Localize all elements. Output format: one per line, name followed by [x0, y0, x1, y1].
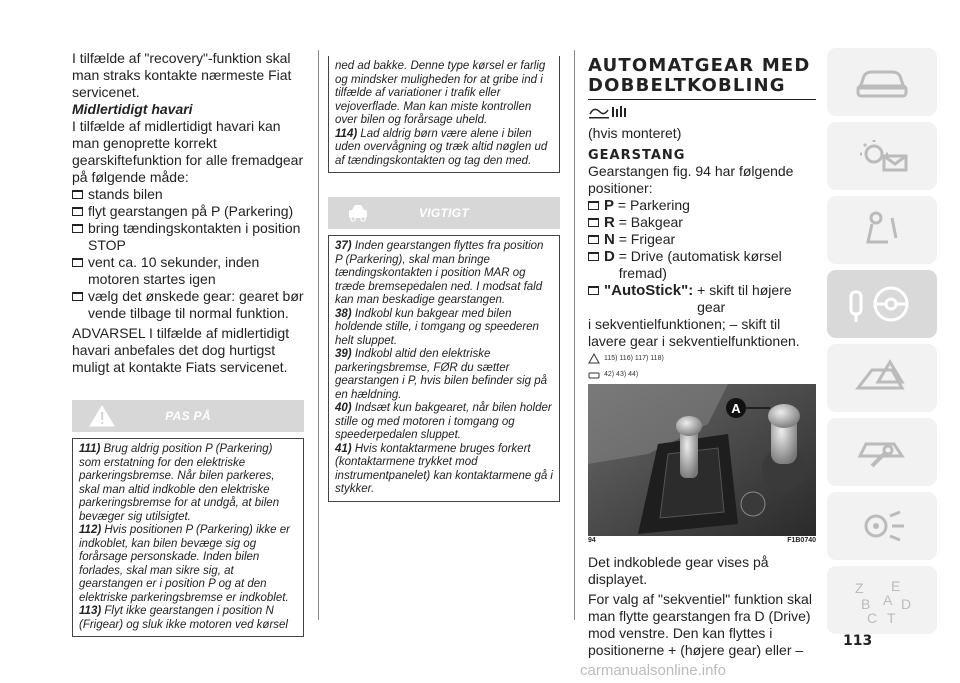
- figure-callout-label: A: [731, 401, 741, 416]
- tab-index[interactable]: [827, 566, 937, 634]
- bullet-icon: [72, 190, 83, 199]
- warning-light-icon: [852, 136, 912, 176]
- note-114: 114) Lad aldrig børn være alene i bilen uden overvågning og træk altid nøglen ud af tændingskontakten og tag den med.: [335, 127, 548, 167]
- index-letters-icon: [847, 575, 917, 625]
- chapter-index-sidebar: [827, 48, 947, 640]
- car-icon: [852, 62, 912, 102]
- note-40: 40) Indsæt kun bakgearet, når bilen holder stille og med motoren i tomgang og speederpedalen sluppet.: [335, 402, 552, 441]
- key-steering-icon: [847, 282, 917, 326]
- tab-maintenance[interactable]: [827, 418, 937, 486]
- bullet-icon: [72, 292, 83, 301]
- service-gear-icon: [852, 506, 912, 546]
- tab-safety[interactable]: [827, 196, 937, 264]
- gear-item: N = Frigear: [588, 231, 816, 248]
- warning-triangle-icon: [588, 353, 600, 364]
- important-banner: [328, 197, 560, 229]
- note-112: 112) Hvis positionen P (Parkering) ikke er indkoblet, kan bilen bevæge sig og forårsage personskade. Inden bilen forlades, skal man sikre sig, at gearstangen er i position P og at den elektriske parkeringsbremse er indkoblet.: [79, 524, 290, 604]
- list-item: bring tændingskontakten i position STOP: [72, 220, 304, 254]
- gear-intro: Gearstangen fig. 94 har følgende positioner:: [588, 163, 794, 196]
- svg-text:D: D: [901, 596, 912, 612]
- gear-item: D = Drive (automatisk kørsel fremad): [588, 248, 816, 282]
- option-equipment-icon: [588, 104, 628, 120]
- bullet-icon: [72, 224, 83, 233]
- tab-warning-lights[interactable]: [827, 122, 937, 190]
- sequential-text: For valg af "sekventiel" funktion skal man flytte gearstangen fra D (Drive) mod venstre. Den kan flyttes i positionerne + (højere gear) eller –: [588, 591, 812, 658]
- bullet-icon: [72, 258, 83, 267]
- seat-airbag-icon: [852, 210, 912, 250]
- list-item: vælg det ønskede gear: gearet bør vende tilbage til normal funktion.: [72, 288, 304, 322]
- note-37: 37) Inden gearstangen flyttes fra position P (Parkering), skal man bringe tændingskontakten i position MAR og træde bremsepedalen ned. I modsat fald kan man beskadige gearstangen.: [335, 240, 544, 306]
- gear-item: "AutoStick": + skift til højere gear: [588, 282, 816, 316]
- title-rule: [588, 99, 816, 100]
- gear-item: R = Bakgear: [588, 214, 816, 231]
- wrench-car-icon: [852, 432, 912, 472]
- bullet-icon: [72, 207, 83, 216]
- svg-text:A: A: [883, 592, 893, 608]
- intro-text: I tilfælde af "recovery"-funktion skal man straks kontakte nærmeste Fiat servicenet.: [72, 50, 292, 100]
- svg-text:T: T: [887, 610, 896, 625]
- body-text: I tilfælde af midlertidigt havari kan man genoprette korrekt gearskiftefunktion for alle fremadgear på følgende måde:: [72, 118, 304, 185]
- section-subheading: GEARSTANG: [588, 148, 686, 163]
- note-39: 39) Indkobl altid den elektriske parkeringsbremse, FØR du sætter gearstangen i P, hvis bilen befinder sig på en hældning.: [335, 348, 548, 401]
- bullet-icon: [588, 235, 599, 244]
- figure-caption: [588, 537, 816, 544]
- column-divider: [574, 50, 575, 620]
- gear-item: P = Parkering: [588, 197, 816, 214]
- note-113: 113) Flyt ikke gearstangen i position N (Frigear) og sluk ikke motoren ved kørsel: [79, 605, 288, 631]
- chapter-title-line-2: DOBBELTKOBLING: [588, 75, 786, 96]
- bullet-icon: [588, 252, 599, 261]
- column-divider: [318, 50, 319, 620]
- road-hazard-icon: [852, 358, 912, 398]
- svg-text:B: B: [861, 596, 871, 612]
- column-1: [72, 50, 304, 637]
- figure-code: F1B0740: [787, 537, 816, 544]
- list-item: stands bilen: [72, 186, 304, 203]
- advarsel-text: ADVARSEL I tilfælde af midlertidigt havari anbefales det dog hurtigst muligt at kontakte Fiats servicenet.: [72, 325, 290, 375]
- note-113-continued: ned ad bakke. Denne type kørsel er farlig og mindsker muligheden for at gribe ind i tilfælde af variationer i trafik eller vejoverflade. Man kan miste kontrollen over bilen og forårsage uheld.: [335, 60, 546, 126]
- column-2: [328, 56, 560, 502]
- tab-starting-driving[interactable]: [827, 270, 937, 338]
- page-number: 113: [843, 633, 873, 649]
- gear-text-continued: i sekventielfunktionen; – skift til lavere gear i sekventielfunktionen.: [588, 316, 800, 349]
- section-heading: Midlertidigt havari: [72, 101, 193, 117]
- svg-text:E: E: [891, 578, 901, 594]
- warning-notes-box: [72, 438, 304, 637]
- bullet-icon: [588, 201, 599, 210]
- warning-banner: [72, 400, 304, 432]
- bullet-icon: [588, 218, 599, 227]
- tab-technical-data[interactable]: [827, 492, 937, 560]
- reference-row: 42) 43) 44): [588, 366, 816, 382]
- tab-emergency[interactable]: [827, 344, 937, 412]
- tab-car[interactable]: [827, 48, 937, 116]
- display-note: Det indkoblede gear vises på displayet.: [588, 554, 769, 587]
- note-111: 111) Brug aldrig position P (Parkering) som erstatning for den elektriske parkeringsbremse. Når bilen parkeres, skal man altid indkoble den elektriske parkeringsbremse for at undgå, at bilen bevæger sig utilsigtet.: [79, 443, 280, 523]
- warning-notes-continued: [328, 56, 560, 173]
- note-38: 38) Indkobl kun bakgear med bilen holdende stille, i tomgang og speederen helt sluppet.: [335, 307, 539, 347]
- svg-text:C: C: [867, 610, 878, 625]
- important-notes-box: [328, 235, 560, 502]
- warning-banner-title: PAS PÅ: [165, 409, 211, 423]
- important-banner-title: VIGTIGT: [418, 206, 470, 220]
- bullet-icon: [588, 286, 599, 295]
- reference-row: 115) 116) 117) 118): [588, 350, 816, 366]
- svg-text:Z: Z: [855, 580, 864, 596]
- column-3: [588, 56, 816, 659]
- chapter-title-line-1: AUTOMATGEAR MED: [588, 55, 811, 76]
- list-item: vent ca. 10 sekunder, inden motoren startes igen: [72, 254, 304, 288]
- car-icon: [588, 369, 600, 380]
- optional-note: (hvis monteret): [588, 125, 682, 141]
- figure-number: 94: [588, 537, 596, 544]
- note-41: 41) Hvis kontaktarmene bruges forkert (kontaktarmene trykket mod instrumentpanelet) kan kontaktarmene gå i stykker.: [335, 442, 553, 495]
- list-item: flyt gearstangen på P (Parkering): [72, 203, 304, 220]
- watermark-text: carmanualsonline.info: [580, 662, 726, 679]
- gear-lever-photo: [588, 384, 816, 536]
